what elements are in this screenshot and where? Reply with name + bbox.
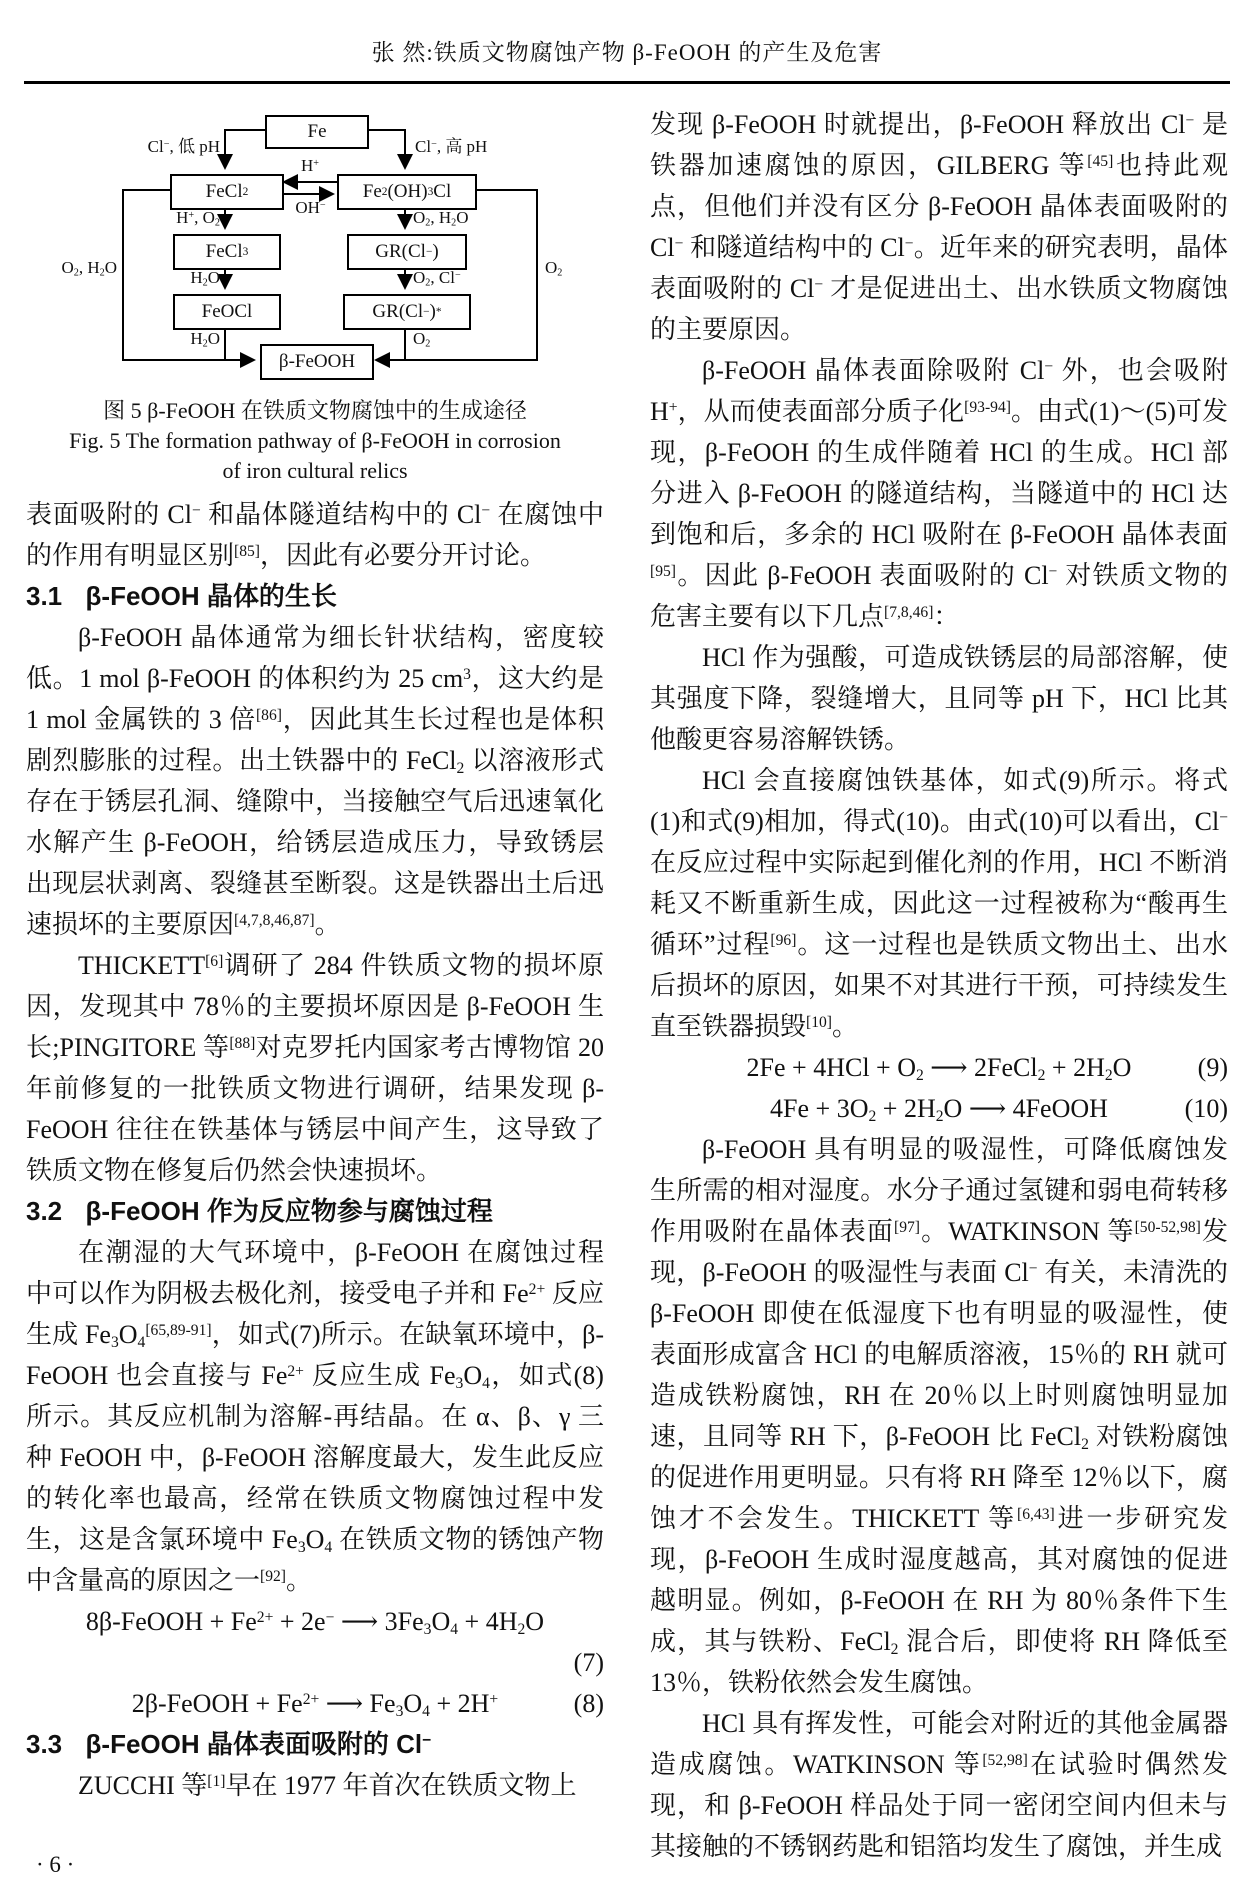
equation: $4Fe + 3O_2 + 2H_2O$ ⟶ 4FeOOH (10)	[770, 1094, 1228, 1125]
edge-label-outer-left: $O_2$, $H_2O$	[61, 258, 117, 279]
edge-label-h-plus: H+	[300, 156, 320, 175]
edge-label-o2-down: $O_2$	[413, 329, 431, 350]
figure-caption-en-line1: Fig. 5 The formation pathway of β-FeOOH in corrosion	[69, 428, 561, 453]
equation: $2Fe + 4HCl + O_2$ ⟶ 2FeCl$_2$ + $2H_2O$ (9)	[746, 1053, 1228, 1084]
edge-label-cl-high-ph: Cl−, 高 pH	[415, 137, 488, 156]
figure-5	[26, 110, 604, 486]
paragraph: β-FeOOH 具有明显的吸湿性，可降低腐蚀发生所需的相对湿度。水分子通过氢键和弱电荷转移作用吸附在晶体表面[97]。WATKINSON 等[50-52,98]发现，β-FeOOH 的吸湿性与表面 Cl− 有关，未清洗的 β-FeOOH 即使在低湿度下也有明显的吸湿性，使表面形成富含 HCl 的电解质溶液，15％的 RH 就可造成铁粉腐蚀，RH 在 20％以上时则腐蚀明显加速，且同等 RH 下，β-FeOOH 比 FeCl$_2$ 对铁粉腐蚀的促进作用更明显。只有将 RH 降至 12％以下，腐蚀才不会发生。THICKETT 等[6,43]进一步研究发现，β-FeOOH 生成时湿度越高，其对腐蚀的促进越明显。例如，β-FeOOH 在 RH 为 80％条件下生成，其与铁粉、FeCl$_2$ 混合后，即使将 RH 降低至 13％，铁粉依然会发生腐蚀。	[650, 1135, 1228, 1697]
edge-label-o2-cl: $O_2$, Cl−	[413, 268, 461, 289]
edge-label-o2-h2o: $O_2$, $H_2O$	[413, 208, 469, 229]
two-column-body	[0, 84, 1254, 1867]
node-feocl: FeOCl	[173, 294, 281, 330]
paragraph: ZUCCHI 等[1]早在 1977 年首次在铁质文物上	[78, 1771, 577, 1800]
paragraph: THICKETT[6]调研了 284 件铁质文物的损坏原因，发现其中 78％的主要损坏原因是 β-FeOOH 生长;PINGITORE 等[88]对克罗托内国家考古博物馆 20 年前修复的一批铁质文物进行调研，结果发现 β-FeOOH 往往在铁基体与锈层中间产生，这导致了铁质文物在修复后仍然会快速损坏。	[26, 951, 604, 1185]
section-heading: 3.3 β-FeOOH 晶体表面吸附的 Cl−	[26, 1729, 432, 1759]
left-column-text	[26, 494, 604, 1806]
right-column	[650, 104, 1228, 1867]
running-head-title: 张 然:铁质文物腐蚀产物 β-FeOOH 的产生及危害	[371, 40, 883, 65]
figure-caption-en-line2: of iron cultural relics	[222, 458, 408, 483]
right-column-text	[650, 104, 1228, 1867]
equation: 2β-FeOOH + $Fe^{2+}$ ⟶ $Fe_3O_4 + 2H^+$ (8)	[131, 1689, 604, 1720]
paragraph: HCl 具有挥发性，可能会对附近的其他金属器造成腐蚀。WATKINSON 等[52,98]在试验时偶然发现，和 β-FeOOH 样品处于同一密闭空间内但未与其接触的不锈钢药匙和铝箔均发生了腐蚀，并生成	[650, 1709, 1228, 1861]
page-number: · 6 ·	[36, 1852, 75, 1877]
node-fecl2: FeCl 2	[170, 174, 284, 210]
edge-label-h2o-2: $H_2O$	[190, 329, 220, 350]
node-fe2oh3cl: Fe 2 (OH) 3 Cl	[337, 174, 477, 210]
section-heading: 3.2 β-FeOOH 作为反应物参与腐蚀过程	[26, 1196, 493, 1226]
paragraph: β-FeOOH 晶体表面除吸附 Cl− 外，也会吸附 H+，从而使表面部分质子化[93-94]。由式(1)～(5)可发现，β-FeOOH 的生成伴随着 HCl 的生成。HCl 部分进入 β-FeOOH 的隧道结构，当隧道中的 HCl 达到饱和后，多余的 HCl 吸附在 β-FeOOH 晶体表面[95]。因此 β-FeOOH 表面吸附的 Cl− 对铁质文物的危害主要有以下几点[7,8,46]：	[650, 356, 1228, 631]
left-column	[26, 104, 604, 1867]
node-fe: Fe	[265, 115, 369, 149]
edge-label-cl-low-ph: Cl−, 低 pH	[147, 137, 220, 156]
node-grcl-star: GR(Cl − ) *	[343, 294, 471, 330]
figure-caption	[26, 396, 604, 486]
paragraph: 在潮湿的大气环境中，β-FeOOH 在腐蚀过程中可以作为阴极去极化剂，接受电子并和 $Fe^{2+}$ 反应生成 $Fe_3O_4[65,89-91]$，如式(7)所示。在缺氧环境中，β-FeOOH 也会直接与 $Fe^{2+}$ 反应生成 $Fe_3O_4$，如式(8)所示。其反应机制为溶解-再结晶。在 α、β、γ 三种 FeOOH 中，β-FeOOH 溶解度最大，发生此反应的转化率也最高，经常在铁质文物腐蚀过程中发生，这是含氯环境中 $Fe_3O_4$ 在铁质文物的锈蚀产物中含量高的原因之一[92]。	[26, 1238, 604, 1595]
paragraph: HCl 会直接腐蚀铁基体，如式(9)所示。将式(1)和式(9)相加，得式(10)。由式(10)可以看出，Cl− 在反应过程中实际起到催化剂的作用，HCl 不断消耗又不断重新生成，因此这一过程被称为“酸再生循环”过程[96]。这一过程也是铁质文物出土、出水后损坏的原因，如果不对其进行干预，可持续发生直至铁器损毁[10]。	[650, 766, 1228, 1041]
edge-label-outer-right: $O_2$	[545, 258, 563, 279]
figure-caption-zh: 图 5 β-FeOOH 在铁质文物腐蚀中的生成途径	[103, 398, 527, 423]
flowchart-formation-pathway	[45, 110, 585, 380]
paragraph: HCl 作为强酸，可造成铁锈层的局部溶解，使其强度下降，裂缝增大，且同等 pH 下，HCl 比其他酸更容易溶解铁锈。	[650, 643, 1228, 754]
edge-label-h2o-1: $H_2O$	[190, 268, 220, 289]
edge-label-h-o2: H+, $O_2$	[176, 208, 220, 229]
paragraph: 表面吸附的 Cl− 和晶体隧道结构中的 Cl− 在腐蚀中的作用有明显区别[85]，因此有必要分开讨论。	[26, 500, 604, 570]
node-fecl3: FeCl 3	[173, 234, 281, 270]
paragraph: 发现 β-FeOOH 时就提出，β-FeOOH 释放出 Cl− 是铁器加速腐蚀的原因，GILBERG 等[45]也持此观点，但他们并没有区分 β-FeOOH 晶体表面吸附的 Cl− 和隧道结构中的 Cl−。近年来的研究表明，晶体表面吸附的 Cl− 才是促进出土、出水铁质文物腐蚀的主要原因。	[650, 110, 1228, 344]
edge-label-oh-minus: OH−	[295, 198, 326, 217]
equation: 8β-FeOOH + $Fe^{2+} + 2e^-$ ⟶ $3Fe_3O_4 + 4H_2O$ (7)	[85, 1607, 604, 1677]
node-beta-feooh: β-FeOOH	[260, 344, 374, 380]
paragraph: β-FeOOH 晶体通常为细长针状结构，密度较低。1 mol β-FeOOH 的体积约为 25 $cm^3$，这大约是 1 mol 金属铁的 3 倍[86]，因此其生长过程也是体积剧烈膨胀的过程。出土铁器中的 FeCl$_2$ 以溶液形式存在于锈层孔洞、缝隙中，当接触空气后迅速氧化水解产生 β-FeOOH，给锈层造成压力，导致锈层出现层状剥离、裂缝甚至断裂。这是铁器出土后迅速损坏的主要原因[4,7,8,46,87]。	[26, 623, 604, 939]
node-grcl: GR(Cl − )	[347, 234, 467, 270]
page-header	[0, 0, 1254, 67]
section-heading: 3.1 β-FeOOH 晶体的生长	[26, 581, 337, 611]
